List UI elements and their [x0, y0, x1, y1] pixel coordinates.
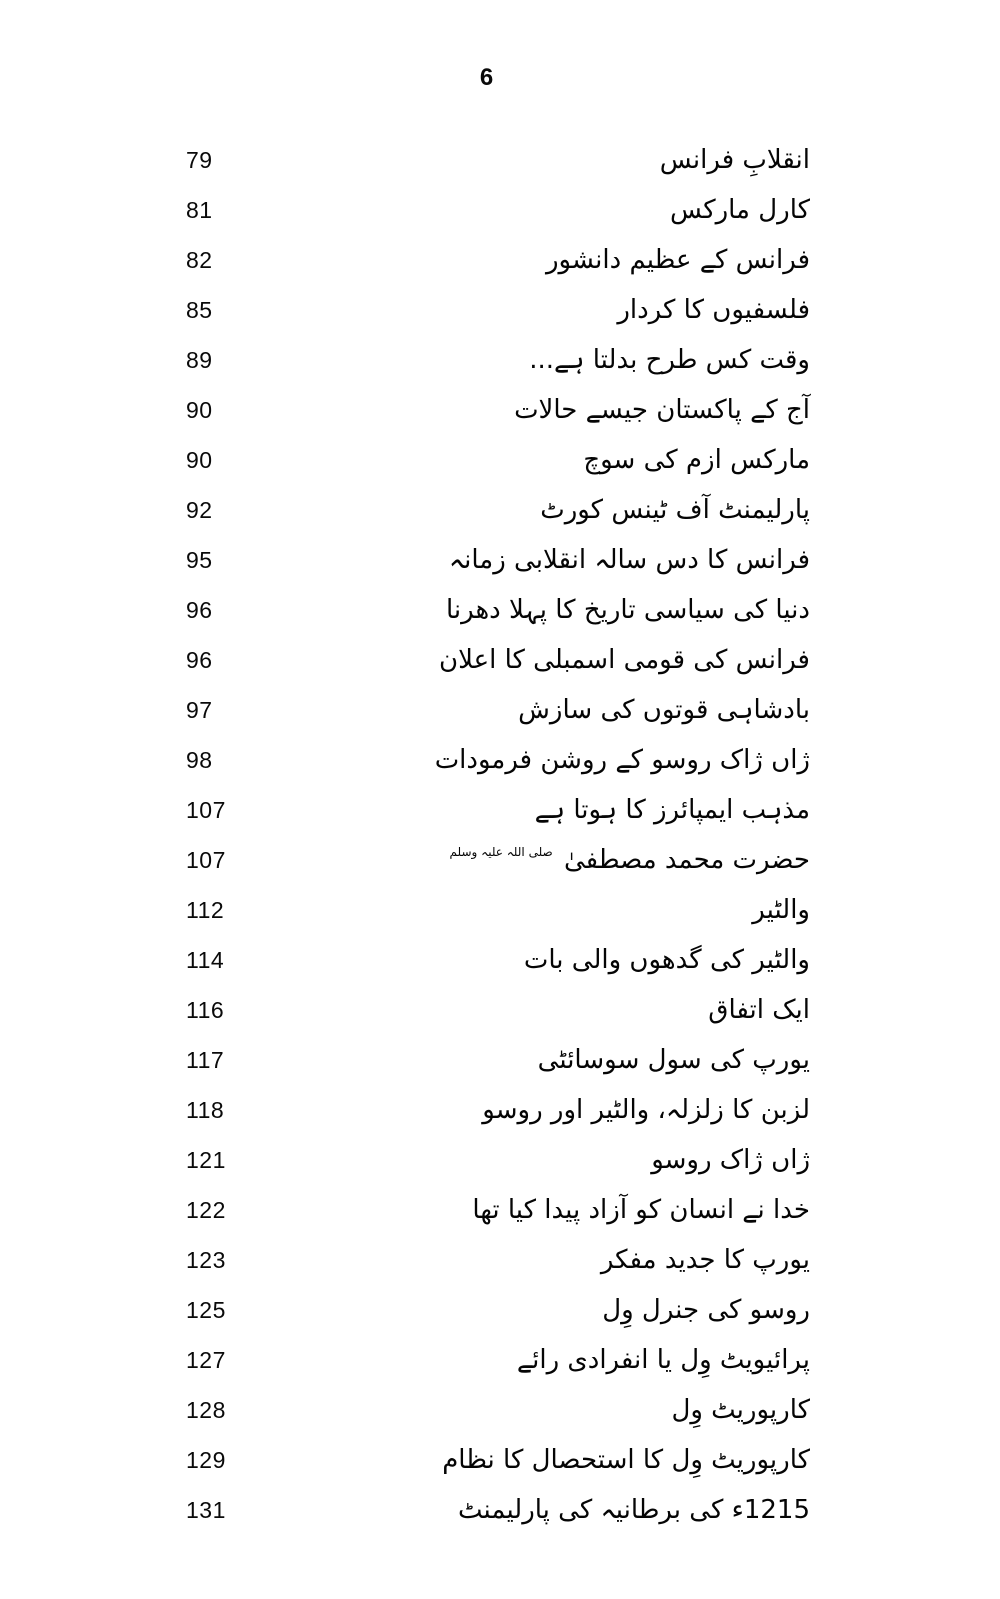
toc-page-number: 90 [186, 396, 213, 423]
toc-row [0, 1135, 1000, 1185]
toc-row [0, 1085, 1000, 1135]
toc-page-number: 129 [186, 1446, 226, 1473]
toc-entry-title: والٹیر کی گدھوں والی بات [523, 944, 810, 975]
toc-entry-title: کارپوریٹ وِل [671, 1394, 810, 1425]
toc-entry-title: کارل مارکس [670, 194, 810, 225]
toc-row [0, 235, 1000, 285]
toc-row [0, 735, 1000, 785]
toc-row [0, 635, 1000, 685]
toc-entry-title: دنیا کی سیاسی تاریخ کا پہلا دھرنا [445, 594, 810, 625]
toc-row [0, 835, 1000, 885]
toc-page-number: 123 [186, 1246, 226, 1273]
toc-row [0, 1235, 1000, 1285]
toc-entry-title: فرانس کا دس سالہ انقلابی زمانہ [448, 544, 810, 575]
toc-page-number: 89 [186, 346, 213, 373]
toc-row [0, 885, 1000, 935]
toc-page-number: 96 [186, 596, 213, 623]
toc-row [0, 1485, 1000, 1535]
toc-page-number: 85 [186, 296, 213, 323]
toc-row [0, 785, 1000, 835]
toc-entry-title: مذہب ایمپائرز کا ہوتا ہے [534, 794, 810, 825]
toc-page-number: 131 [186, 1496, 226, 1523]
toc-page-number: 112 [186, 896, 225, 923]
toc-row [0, 985, 1000, 1035]
toc-entry-title: ایک اتفاق [708, 994, 810, 1025]
toc-row [0, 335, 1000, 385]
toc-entry-title: 1215ء کی برطانیہ کی پارلیمنٹ [458, 1494, 810, 1525]
toc-page-number: 114 [186, 946, 225, 973]
toc-row [0, 585, 1000, 635]
toc-entry-title: والٹیر [752, 894, 810, 925]
toc-page-number: 117 [186, 1046, 225, 1073]
toc-page-number: 96 [186, 646, 213, 673]
toc-row [0, 385, 1000, 435]
toc-page-number: 118 [186, 1096, 225, 1123]
toc-entry-title: بادشاہی قوتوں کی سازش [518, 694, 810, 725]
toc-list [0, 135, 1000, 1535]
toc-entry-title: پرائیویٹ وِل یا انفرادی رائے [516, 1344, 810, 1375]
toc-row [0, 135, 1000, 185]
toc-entry-title: یورپ کا جدید مفکر [600, 1244, 810, 1275]
toc-row [0, 435, 1000, 485]
toc-row [0, 285, 1000, 335]
toc-row [0, 1035, 1000, 1085]
toc-entry-title: ژاں ژاک روسو [651, 1144, 810, 1175]
toc-entry-title: فرانس کے عظیم دانشور [546, 244, 810, 275]
toc-entry-title: یورپ کی سول سوسائٹی [537, 1044, 810, 1075]
toc-page-number: 125 [186, 1296, 226, 1323]
toc-entry-title: آج کے پاکستان جیسے حالات [514, 394, 810, 425]
toc-row [0, 1435, 1000, 1485]
toc-page-number: 98 [186, 746, 213, 773]
toc-page-number: 90 [186, 446, 213, 473]
page-number-header: 6 [479, 64, 495, 91]
toc-page-number: 79 [186, 146, 213, 173]
toc-entry-title: لزبن کا زلزلہ، والٹیر اور روسو [482, 1094, 810, 1125]
toc-entry-title: پارلیمنٹ آف ٹینس کورٹ [540, 494, 810, 525]
honorific-durood: صلی اللہ علیہ وسلم [449, 844, 553, 859]
toc-row [0, 685, 1000, 735]
toc-entry-title: فرانس کی قومی اسمبلی کا اعلان [438, 644, 810, 675]
toc-page-number: 127 [186, 1346, 226, 1373]
toc-row [0, 535, 1000, 585]
toc-entry-title: خدا نے انسان کو آزاد پیدا کیا تھا [472, 1194, 810, 1225]
toc-row [0, 1185, 1000, 1235]
toc-row [0, 185, 1000, 235]
toc-page-number: 82 [186, 246, 213, 273]
toc-entry-title: حضرت محمد مصطفیٰ صلی اللہ علیہ وسلم [449, 844, 810, 875]
toc-page-number: 121 [186, 1146, 226, 1173]
toc-row [0, 1285, 1000, 1335]
toc-row [0, 935, 1000, 985]
toc-entry-title: ژاں ژاک روسو کے روشن فرمودات [434, 744, 810, 775]
toc-page-number: 81 [186, 196, 213, 223]
toc-entry-title: وقت کس طرح بدلتا ہے... [529, 344, 810, 375]
toc-page-number: 107 [186, 796, 226, 823]
toc-page-number: 97 [186, 696, 213, 723]
toc-entry-title: فلسفیوں کا کردار [617, 294, 810, 325]
toc-entry-title: مارکس ازم کی سوچ [583, 444, 810, 475]
toc-page-number: 107 [186, 846, 226, 873]
toc-row [0, 485, 1000, 535]
toc-page-number: 95 [186, 546, 213, 573]
toc-entry-title: انقلابِ فرانس [659, 144, 810, 175]
toc-page-number: 116 [186, 996, 225, 1023]
toc-page-number: 128 [186, 1396, 226, 1423]
toc-entry-title: روسو کی جنرل وِل [602, 1294, 810, 1325]
toc-row [0, 1335, 1000, 1385]
toc-page-number: 122 [186, 1196, 226, 1223]
toc-row [0, 1385, 1000, 1435]
toc-page-number: 92 [186, 496, 213, 523]
toc-entry-title: کارپوریٹ وِل کا استحصال کا نظام [442, 1444, 810, 1475]
